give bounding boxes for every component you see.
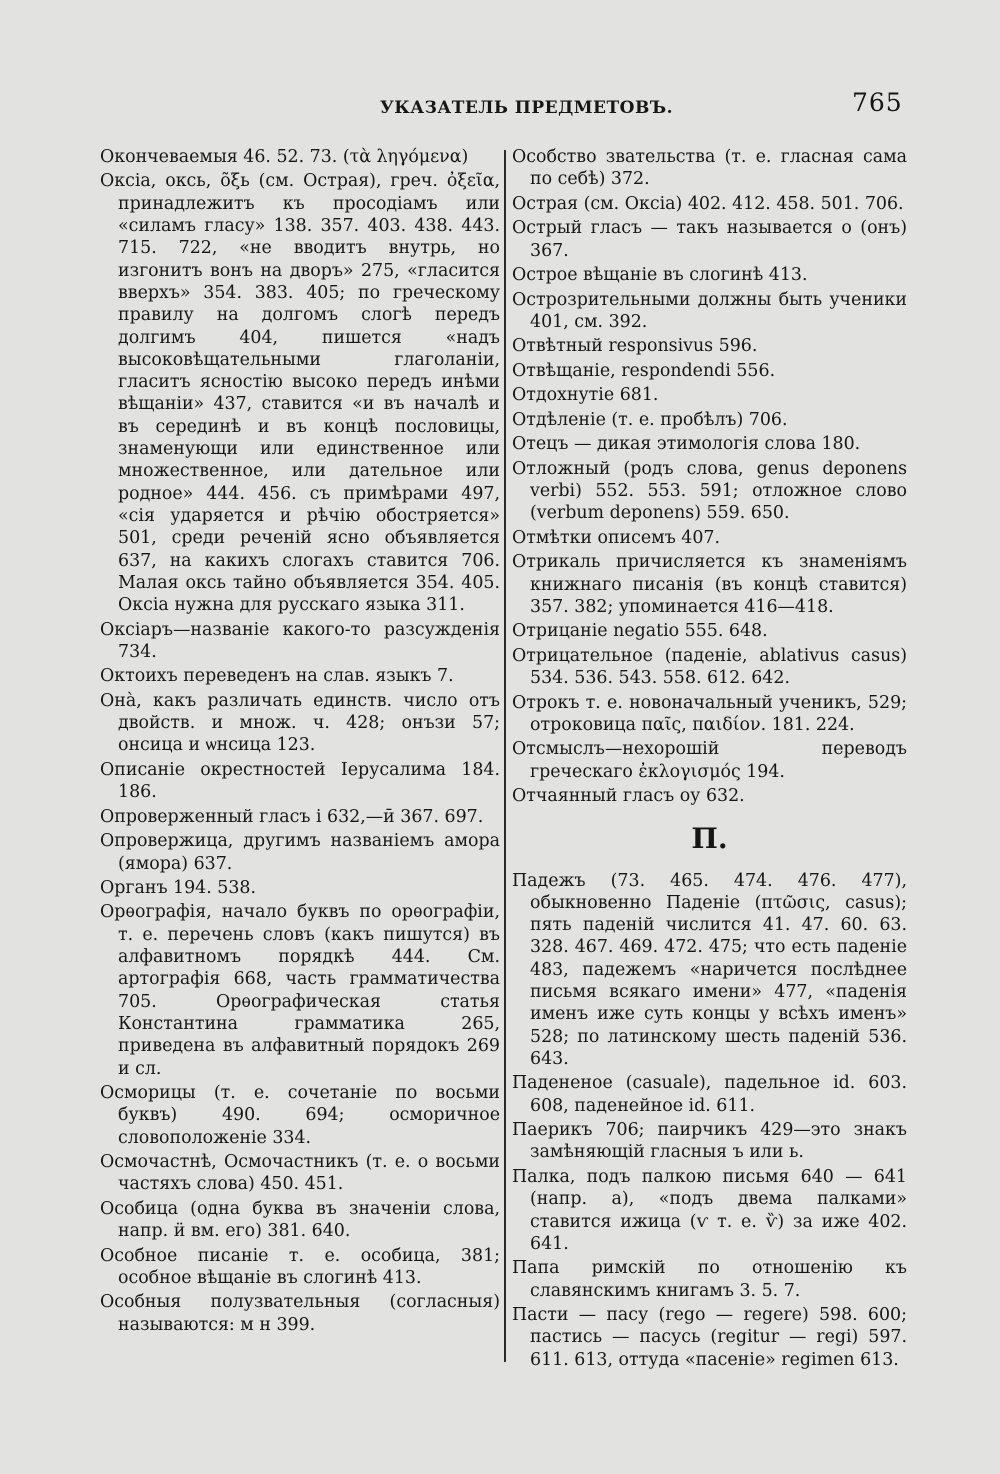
index-entry: Оксіа, оксь, о̃ξь (см. Острая), греч. ὀξεῖα, принадлежитъ къ просодіамъ или «силамъ гласу» 138. 357. 403. 438. 443. 715. 722, «не вводитъ внутрь, но изгонитъ вонъ на дворъ» 275, «гласится вверхъ» 354. 383. 405; по греческому правилу на долгомъ слогѣ передъ долгимъ 404, пишется «надъ высоковѣщательными глаголаніи, гласитъ ясностію высоко передъ инѣми вѣщаніи» 437, ставится «и въ началѣ и въ серединѣ и въ концѣ пословицы, знаменующи или единственное или множественное, или дательное или родное» 444. 456. съ примѣрами 497, «сія ударяется и рѣчію обостряется» 501, среди реченій ясно объявляется 637, на какихъ слогахъ ставится 706. Малая оксь тайно объявляется 354. 405. Оксіа нужна для русскаго языка 311. [100, 171, 500, 616]
index-entry: Особица (одна буква въ значеніи слова, напр. ӥ вм. его) 381. 640. [100, 1198, 500, 1242]
column-divider [504, 150, 506, 1362]
index-entry: Острая (см. Оксіа) 402. 412. 458. 501. 706. [512, 193, 904, 214]
index-entry: Опроверженный гласъ і 632,—ӣ 367. 697. [100, 806, 484, 827]
index-entry: Падененое (casuale), падельное id. 603. 608, паденейное id. 611. [512, 1073, 907, 1116]
index-entry: Онà, какъ различать единств. число отъ двойств. и множ. ч. 428; онъзи 57; онсица и ѡнсица 123. [100, 690, 500, 756]
index-entry: Особство звательства (т. е. гласная сама по себѣ) 372. [512, 147, 907, 190]
index-entry: Органъ 194. 538. [100, 878, 257, 898]
index-entry: Отмѣтки описемъ 407. [512, 527, 721, 548]
index-entry: Описаніе окрестностей Іерусалима 184. 186. [100, 759, 500, 803]
index-entry: Осмочастнѣ, Осмочастникъ (т. е. о восьми частяхъ слова) 450. 451. [100, 1152, 500, 1195]
index-entry: Падежъ (73. 465. 474. 476. 477), обыкновенно Паденіе (πτῶσις, casus); пять паденій числится 41. 47. 60. 63. 328. 467. 469. 472. 475; что есть паденіе 483, падежемъ «наричется послѣднее письмя всякаго имени» 477, «паденія именъ иже суть концы у всѣхъ именъ» 528; по латинскому шесть паденій 536. 643. [512, 870, 907, 1069]
index-entry: Палка, подъ палкою письмя 640 — 641 (напр. а), «подъ двема палками» ставится ижица (ѵ т. е. ѷ) за иже 402. 641. [512, 1166, 907, 1254]
index-entry: Опровержица, другимъ названіемъ амора (ямора) 637. [100, 831, 500, 874]
index-entry: Отрицательное (паденіе, ablativus casus) 534. 536. 543. 558. 612. 642. [512, 645, 907, 689]
index-entry: Оксіаръ—названіе какого-то разсужденія 734. [100, 619, 500, 662]
index-entry: Отрокъ т. е. новоначальный ученикъ, 529; отроковица παῖς, παιδίον. 181. 224. [512, 692, 907, 735]
index-entry: Острое вѣщаніе въ слогинѣ 413. [512, 265, 808, 286]
index-entry: Отецъ — дикая этимологія слова 180. [512, 434, 861, 455]
index-entry: Пасти — пасу (rego — regere) 598. 600; пастись — пасусь (regitur — regi) 597. 611. 613, оттуда «пасеніе» regimen 613. [512, 1305, 907, 1370]
index-entry: Осморицы (т. е. сочетаніе по восьми буквъ) 490. 694; осморичное словоположеніе 334. [100, 1083, 500, 1148]
page-header [0, 82, 1000, 122]
index-entry: Особныя полузвательныя (согласныя) называются: м н 399. [100, 1292, 500, 1335]
index-entry: Острый гласъ — такъ называется о (онъ) 367. [512, 218, 907, 261]
index-entry: Окончеваемыя 46. 52. 73. (τὰ ληγόμενα) [100, 147, 469, 167]
left-column [100, 146, 500, 1338]
page-number: 765 [852, 88, 903, 117]
index-entry: Отсмыслъ—нехорошій переводъ греческаго ἐκλογισμός 194. [512, 739, 907, 782]
index-entry: Орѳографія, начало буквъ по орѳографіи, т. е. перечень словъ (какъ пишутся) въ алфавитномъ порядкѣ 444. См. артографія 668, часть грамматичества 705. Орѳографическая статья Константина грамматика 265, приведена въ алфавитный порядокъ 269 и сл. [100, 902, 500, 1079]
index-entry: Отрицаніе negatio 555. 648. [512, 621, 768, 642]
index-entry: Отвѣтный responsivus 596. [512, 336, 758, 357]
index-entry: Паерикъ 706; паирчикъ 429—это знакъ замѣняющій гласныя ъ или ь. [512, 1120, 907, 1163]
index-entry: Отдохнутіе 681. [512, 385, 659, 406]
index-entry: Отрикаль причисляется къ знаменіямъ книжнаго писанія (въ концѣ ставится) 357. 382; упоминается 416—418. [512, 552, 907, 617]
index-entry: Острозрительными должны быть ученики 401, см. 392. [512, 289, 907, 332]
index-entry: Папа римскій по отношенію къ славянскимъ книгамъ 3. 5. 7. [512, 1258, 907, 1301]
index-entry: Отчаянный гласъ оу 632. [512, 786, 745, 807]
index-entry: Особное писаніе т. е. особица, 381; особное вѣщаніе въ слогинѣ 413. [100, 1245, 500, 1288]
index-entry: Октоихъ переведенъ на слав. языкъ 7. [100, 666, 454, 687]
right-column [512, 146, 907, 1373]
section-letter: П. [691, 821, 728, 855]
index-entry: Отдѣленіе (т. е. пробѣлъ) 706. [512, 409, 788, 430]
running-head: УКАЗАТЕЛЬ ПРЕДМЕТОВЪ. [380, 98, 673, 118]
index-entry: Отложный (родъ слова, genus deponens verbi) 552. 553. 591; отложное слово (verbum deponens) 559. 650. [512, 458, 907, 524]
index-entry: Отвѣщаніе, respondendi 556. [512, 360, 776, 381]
